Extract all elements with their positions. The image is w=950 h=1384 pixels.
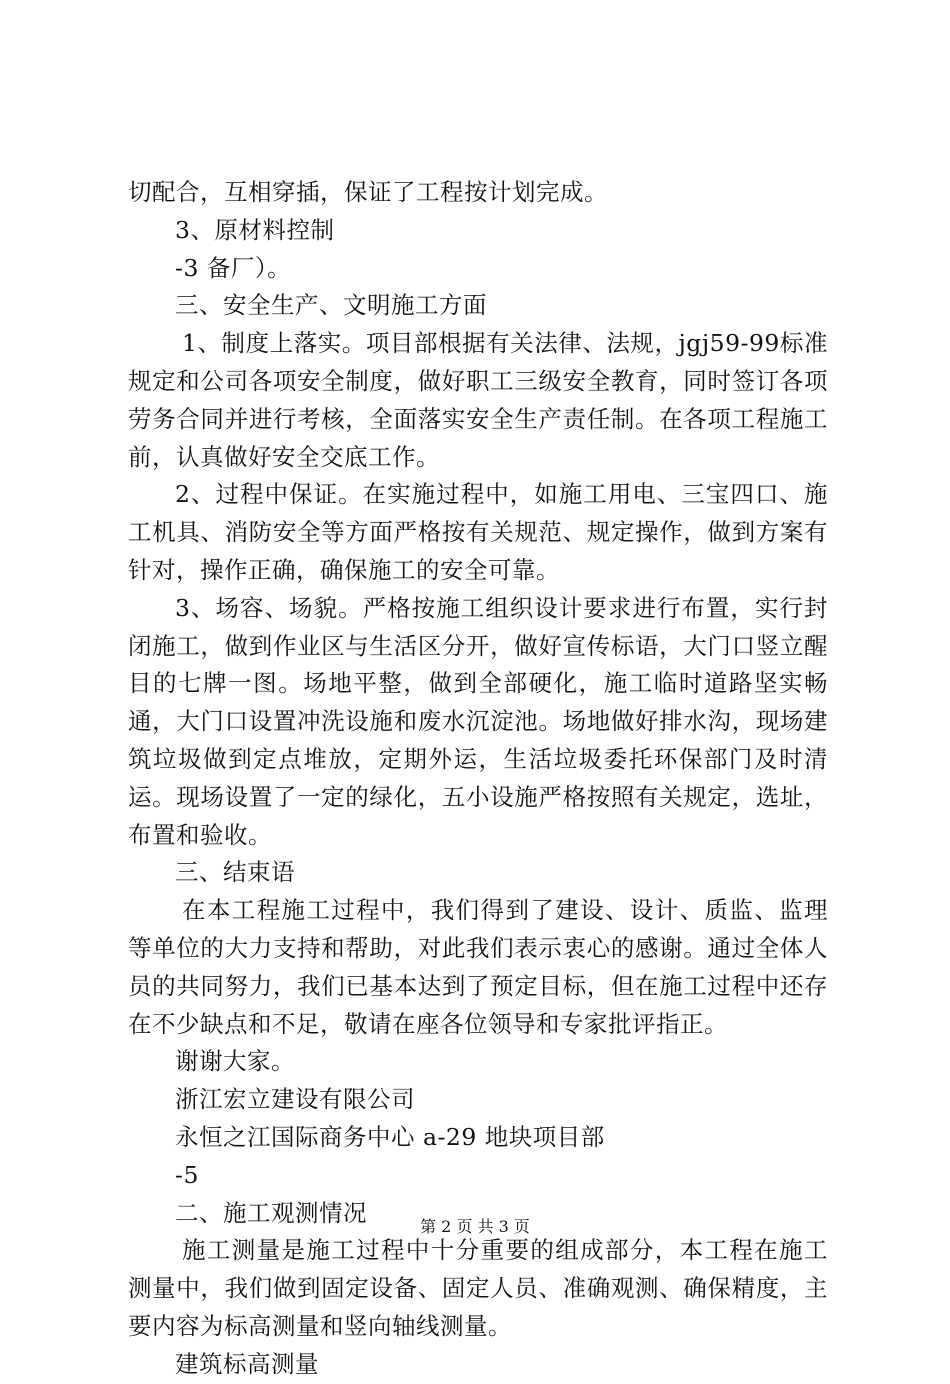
section-heading-survey: 二、施工观测情况: [175, 1198, 367, 1227]
company-name: 浙江宏立建设有限公司: [175, 1085, 415, 1114]
paragraph-survey: 施工测量是施工过程中十分重要的组成部分，本工程在施工测量中，我们做到固定设备、固定人员、准确观测、确保精度，主要内容为标高测量和竖向轴线测量。: [128, 1236, 828, 1340]
subheading-raw-materials: 3、原材料控制: [175, 215, 335, 244]
paragraph-thanks: 谢谢大家。: [175, 1047, 295, 1076]
subheading-elevation-survey: 建筑标高测量: [175, 1349, 319, 1378]
paragraph-conclusion: 在本工程施工过程中，我们得到了建设、设计、质监、监理等单位的大力支持和帮助，对此我们表示衷心的感谢。通过全体人员的共同努力，我们已基本达到了预定目标，但在施工过程中还存在不少缺点和不足，敬请在座各位领导和专家批评指正。: [128, 896, 828, 1038]
document-body: [128, 174, 828, 1384]
paragraph-site-appearance: 3、场容、场貌。严格按施工组织设计要求进行布置，实行封闭施工，做到作业区与生活区分开，做好宣传标语，大门口竖立醒目的七牌一图。场地平整，做到全部硬化，施工临时道路坚实畅通，大门口设置冲洗设施和废水沉淀池。场地做好排水沟，现场建筑垃圾做到定点堆放，定期外运，生活垃圾委托环保部门及时清运。现场设置了一定的绿化，五小设施严格按照有关规定，选址，布置和验收。: [128, 593, 828, 849]
paragraph-fragment: -3 备厂）。: [175, 253, 292, 282]
project-department: 永恒之江国际商务中心 a-29 地块项目部: [175, 1122, 605, 1151]
paragraph-continuation: 切配合，互相穿插，保证了工程按计划完成。: [128, 178, 608, 206]
page-marker: -5: [175, 1160, 199, 1189]
paragraph-safety-process: 2、过程中保证。在实施过程中，如施工用电、三宝四口、施工机具、消防安全等方面严格按有关规范、规定操作，做到方案有针对，操作正确，确保施工的安全可靠。: [128, 480, 828, 584]
page-footer: 第 2 页 共 3 页: [420, 1217, 530, 1236]
paragraph-safety-system: 1、制度上落实。项目部根据有关法律、法规，jgj59-99标准规定和公司各项安全制度，做好职工三级安全教育，同时签订各项劳务合同并进行考核，全面落实安全生产责任制。在各项工程施工前，认真做好安全交底工作。: [128, 329, 828, 471]
section-heading-safety: 三、安全生产、文明施工方面: [175, 291, 487, 320]
section-heading-conclusion: 三、结束语: [175, 858, 295, 887]
